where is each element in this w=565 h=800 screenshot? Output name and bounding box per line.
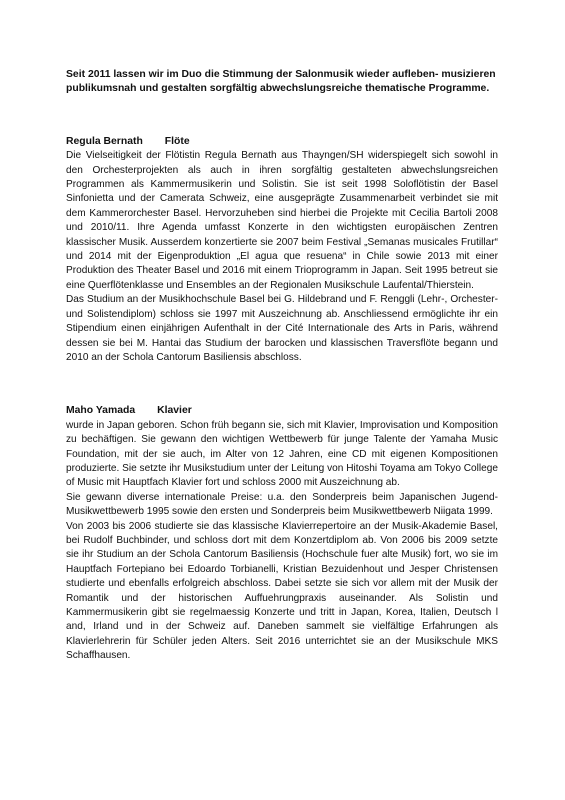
musician-section-yamada [66, 404, 498, 663]
musician-instrument: Flöte [164, 135, 190, 147]
musician-instrument: Klavier [157, 405, 192, 417]
musician-name: Regula Bernath [66, 135, 143, 147]
intro-paragraph: Seit 2011 lassen wir im Duo die Stimmung der Salonmusik wieder aufleben- musizieren publikumsnah und gestalten sorgfältig abwechslungsreiche thematische Programme. [66, 69, 496, 95]
biography-paragraph: Sie gewann diverse internationale Preise: u.a. den Sonderpreis beim Japanischen Jugend-Musikwettbewerb 1995 sowie den ersten und Sonderpreis beim Musikwettbewerb Niigata 1999. [66, 491, 498, 518]
document-page [66, 68, 498, 664]
biography-paragraph: Die Vielseitigkeit der Flötistin Regula Bernath aus Thayngen/SH widerspiegelt sich sowohl in den Orchesterprojekten als auch in ihren sorgfältig gestalteten abwechslungsreichen Programmen als Kammermusikerin und Solistin. Sie ist seit 1998 Soloflötistin der Basel Sinfonietta und der Camerata Schweiz, eine ausgeprägte Zusammenarbeit verbindet sie mit dem Kammerorchester Basel. Hervorzuheben sind hierbei die Projekte mit Cecilia Bartoli 2008 und 2010/11. Ihre Agenda umfasst Konzerte in den wichtigsten europäischen Zentren klassischer Musik. Ausserdem konzertierte sie 2007 beim Festival „Semanas musicales Frutillar“ und 2014 mit der Eigenproduktion „El agua que resuena“ in Chile sowie 2013 mit einer Produktion des Theater Basel und 2016 mit einem Trioprogramm in Japan. Seit 1995 betreut sie eine Querflötenklasse und Ensembles an der Regionalen Musikschule Laufental/Thierstein. [66, 150, 498, 291]
biography-text [66, 149, 498, 365]
section-heading [66, 135, 498, 149]
biography-text [66, 419, 498, 664]
biography-paragraph: wurde in Japan geboren. Schon früh begann sie, sich mit Klavier, Improvisation und Komposition zu bechäftigen. Sie gewann den wichtigen Wettbewerb für junge Talente der Yamaha Music Foundation, mit der sie auch, im Alter von 12 Jahren, eine CD mit eigenen Kompositionen produzierte. Sie setzte ihr Musikstudium unter der Leitung von Hitoshi Toyama am Tokyo College of Music mit Hauptfach Klavier fort und schloss 2000 mit Auszeichnung ab. [66, 419, 498, 489]
musician-section-bernath [66, 135, 498, 366]
musician-name: Maho Yamada [66, 405, 136, 417]
biography-paragraph: Das Studium an der Musikhochschule Basel bei G. Hildebrand und F. Renggli (Lehr-, Orchester- und Solistendiplom) schloss sie 1997 mit Auszeichnung ab. Anschliessend ermöglichte ihr ein Stipendium einen einjährigen Aufenthalt in der Cité Internationale des Arts in Paris, während dessen sie bei M. Hantai das Studium der barocken und klassischen Traversflöte begann und 2010 an der Schola Cantorum Basiliensis abschloss. [66, 294, 498, 363]
section-heading [66, 404, 498, 418]
biography-paragraph: Von 2003 bis 2006 studierte sie das klassische Klavierrepertoire an der Musik-Akademie Basel, bei Rudolf Buchbinder, und schloss dort mit dem Konzertdiplom ab. Von 2006 bis 2009 setzte sie ihr Studium an der Schola Cantorum Basiliensis (Hochschule fuer alte Musik) fort, wo sie im Hauptfach Fortepiano bei Edoardo Torbianelli, Kristian Bezuidenhout und Jesper Christensen studierte und ebenfalls erfolgreich abschloss. Dabei setzte sie sich vor allem mit der Musik der Romantik und der historischen Auffuehrungpraxis auseinander. Als Solistin und Kammermusikerin gibt sie regelmaessig Konzerte und tritt in Japan, Korea, Italien, Deutsch l and, Irland und in der Schweiz auf. Daneben sammelt sie vielfältige Erfahrungen als Klavierlehrerin für Schüler jeden Alters. Seit 2016 unterrichtet sie an der Musikschule MKS Schaffhausen. [66, 520, 498, 662]
